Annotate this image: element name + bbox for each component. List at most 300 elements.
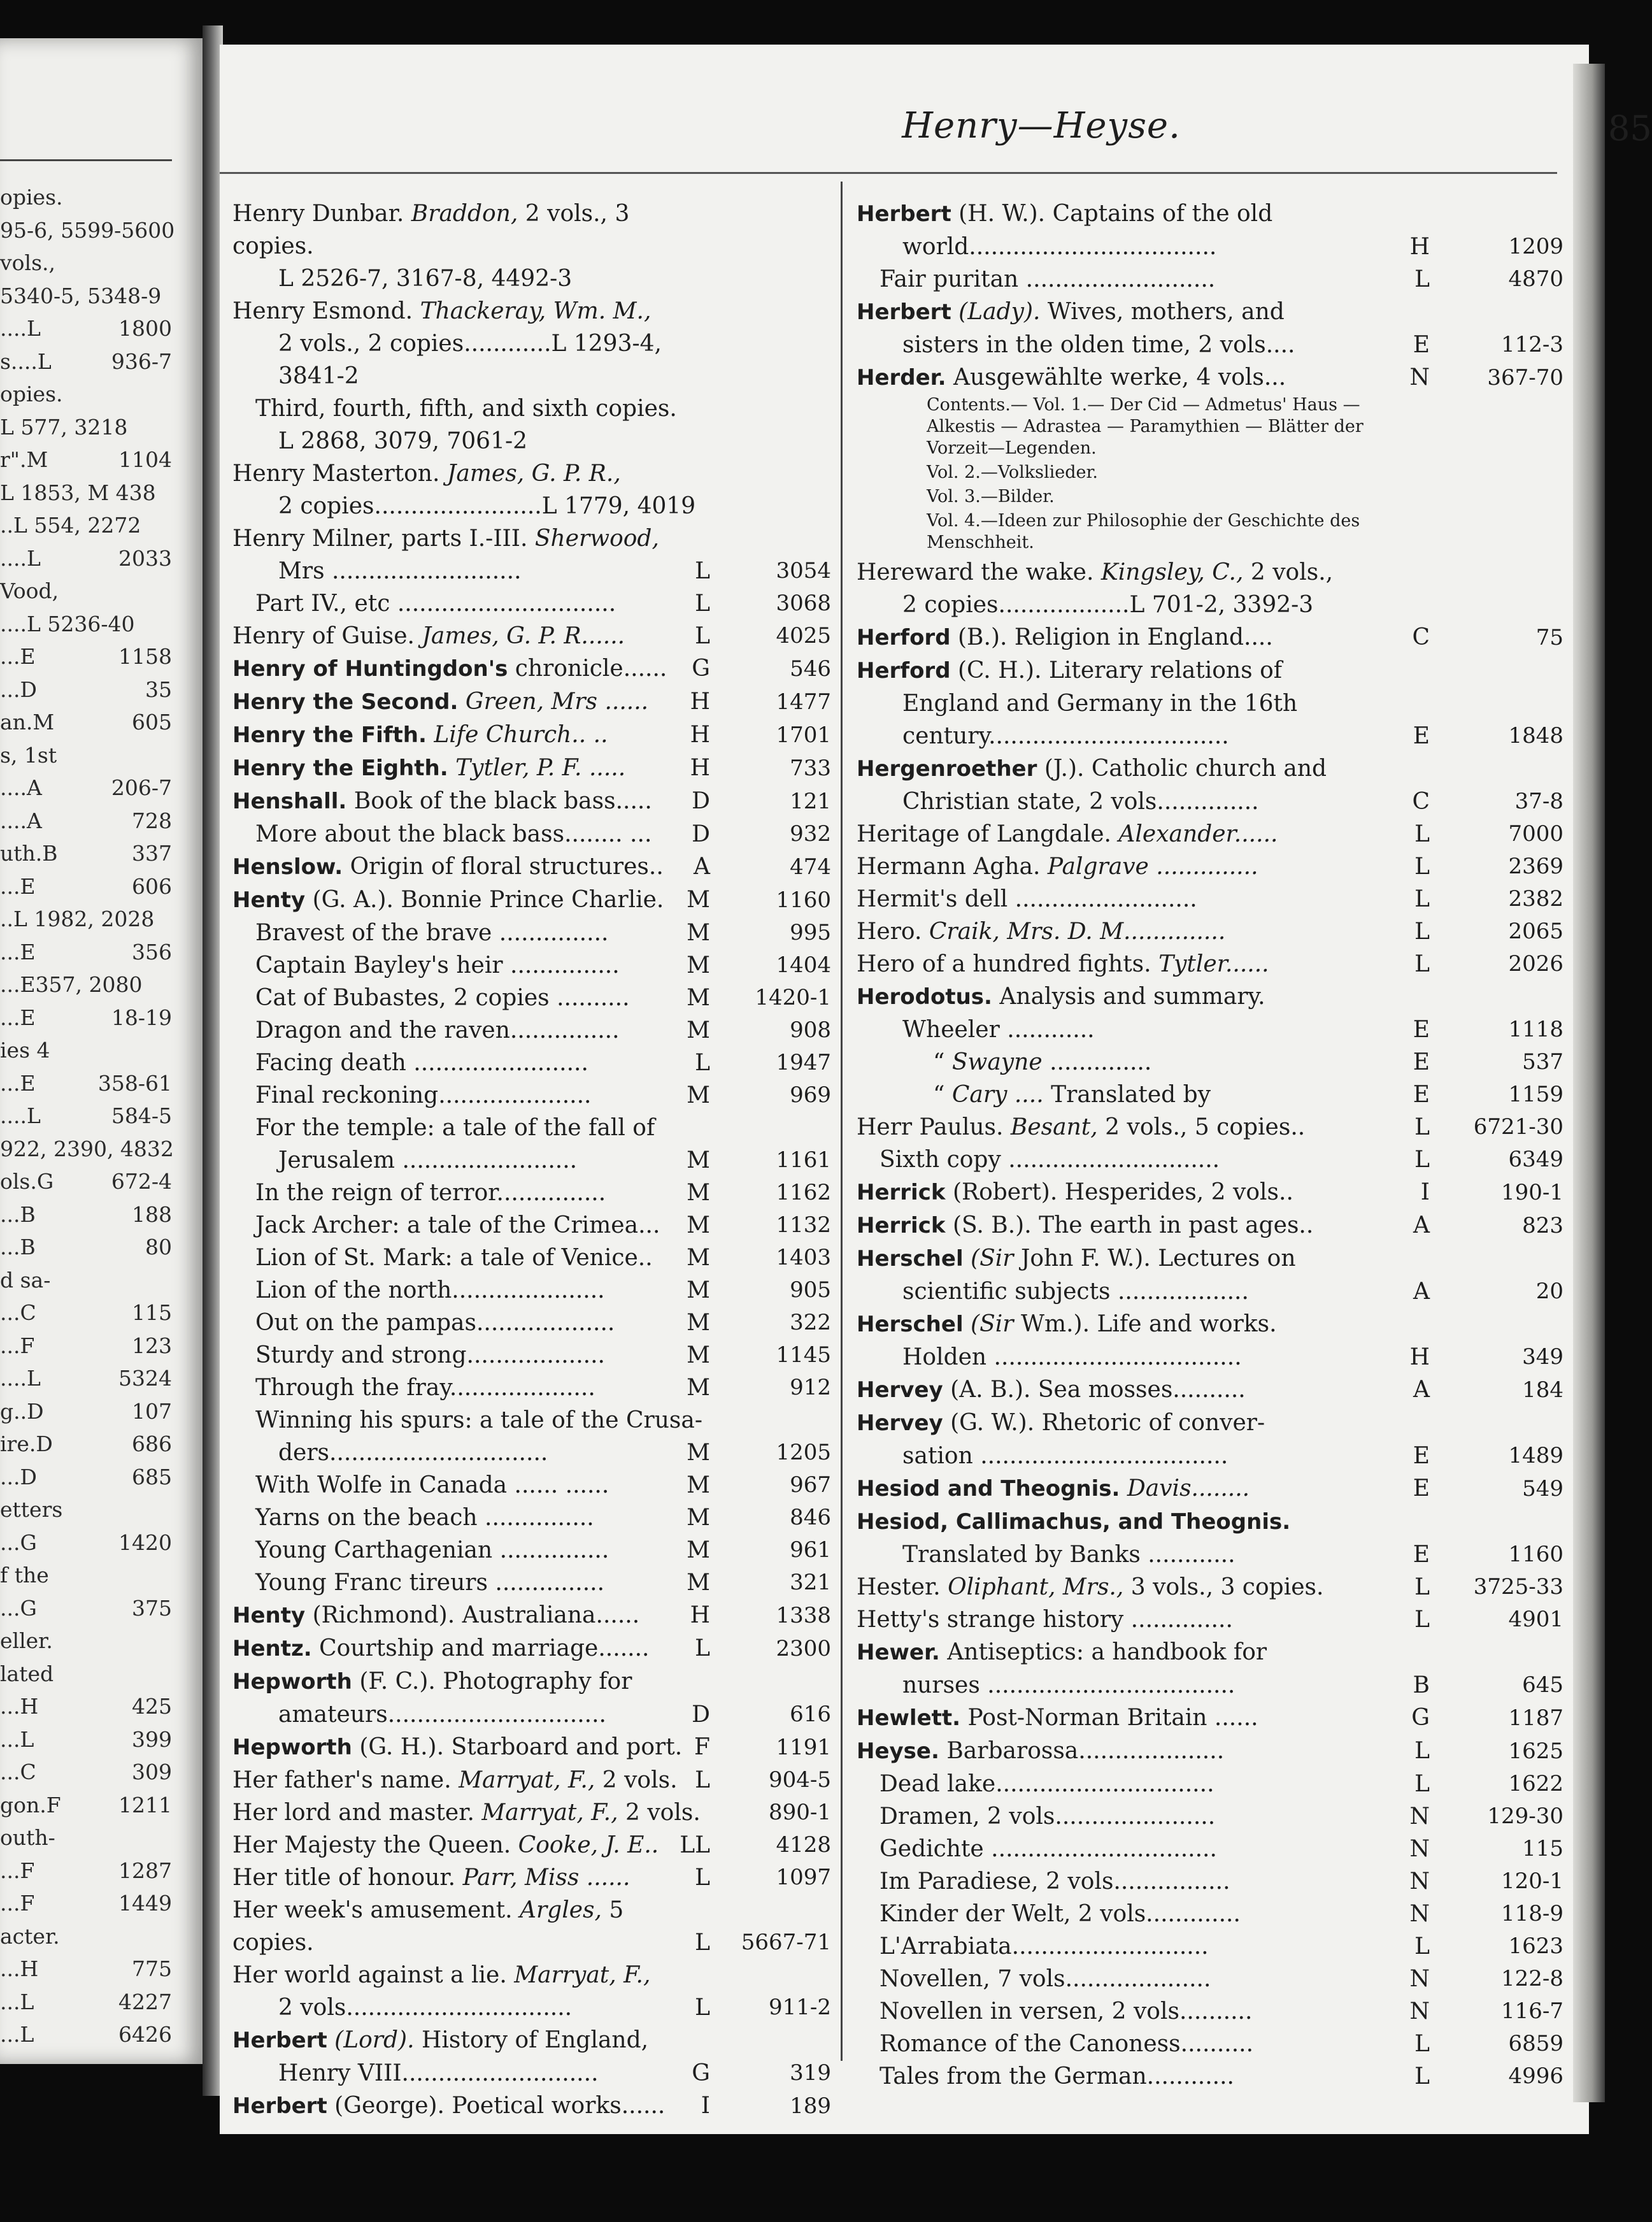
entry-author: Davis........: [1127, 1475, 1250, 1502]
entry-class-letter: M: [687, 1342, 710, 1368]
entry-title: [857, 1995, 1430, 2028]
entry-title: [857, 654, 1430, 687]
entry-detail: John F. W.). Lectures on: [1020, 1245, 1296, 1272]
entry-class-letter: C: [1412, 789, 1430, 815]
entry-class-letter: L: [1414, 1147, 1430, 1173]
entry-shelf-number: 2065: [1508, 919, 1563, 944]
entry-title: [232, 949, 710, 982]
entry-title: [232, 1665, 710, 1698]
entry-class-letter: M: [687, 1537, 710, 1563]
entry-title: [232, 1177, 710, 1209]
entry-shelf-number: 1160: [1508, 1542, 1563, 1567]
entry-continuation-text: 2 vols., 2 copies............L 1293-4, 3841-2: [278, 331, 662, 389]
entry-shelf-number: 319: [790, 2060, 831, 2086]
facing-line-number: 358-61: [97, 1070, 172, 1096]
facing-line-number: 375: [132, 1595, 172, 1621]
catalogue-entry: [232, 1014, 831, 1047]
entry-detail: (G. W.). Rhetoric of conver-: [950, 1410, 1265, 1436]
entry-continuation-text: scientific subjects ..................: [902, 1279, 1249, 1305]
entry-title: [857, 1242, 1430, 1275]
entry-heading: Hermann Agha.: [857, 854, 1041, 880]
entry-shelf-number: 537: [1522, 1049, 1563, 1075]
entry-title: [232, 719, 710, 752]
facing-line-text: ...L: [0, 1726, 34, 1752]
entry-class-letter: L: [1414, 951, 1430, 977]
entry-title: [232, 392, 710, 425]
entry-class-letter: L: [1414, 266, 1430, 292]
facing-line-text: g..D: [0, 1398, 44, 1424]
entry-class-letter: H: [690, 722, 710, 748]
entry-class-letter: M: [687, 1017, 710, 1043]
entry-shelf-number: 645: [1522, 1672, 1563, 1698]
facing-line-text: Vood,: [0, 578, 59, 603]
facing-line-text: acter.: [0, 1923, 60, 1949]
facing-line-number: 4227: [118, 1989, 172, 2014]
entry-continuation: [857, 1440, 1430, 1472]
entry-title: [857, 2060, 1430, 2093]
entry-class-letter: M: [687, 1505, 710, 1531]
entry-detail: chronicle......: [515, 656, 667, 682]
catalogue-entry: [857, 1865, 1563, 1898]
entry-continuation-text: Jerusalem ........................: [278, 1147, 578, 1173]
entry-heading: Henry Esmond.: [232, 298, 413, 324]
facing-line-number: 188: [132, 1201, 172, 1227]
running-title: Henry—Heyse.: [902, 105, 1181, 147]
entry-heading: Hetty's strange history ..............: [857, 1607, 1233, 1633]
entry-heading: Young Carthagenian ...............: [255, 1537, 609, 1563]
catalogue-entry: [857, 556, 1563, 621]
catalogue-entry: [857, 263, 1563, 296]
entry-continuation-text: Christian state, 2 vols..............: [902, 789, 1259, 815]
entry-class-letter: L: [1414, 854, 1430, 880]
entry-detail: Origin of floral structures..: [350, 854, 664, 880]
facing-line-text: ....A: [0, 808, 42, 833]
entry-class-letter: E: [1413, 1049, 1430, 1075]
entry-title: [232, 884, 710, 917]
facing-line-number: 775: [132, 1956, 172, 1981]
catalogue-entry: [857, 1505, 1563, 1571]
entry-continuation-text: ders..............................: [278, 1440, 548, 1466]
entry-heading: Romance of the Canoness..........: [879, 2031, 1254, 2057]
entry-shelf-number: 1489: [1508, 1443, 1563, 1468]
entry-title: [232, 1502, 710, 1534]
catalogue-entry: [857, 1209, 1563, 1242]
facing-line-number: 728: [132, 808, 172, 833]
facing-line-number: 6426: [118, 2022, 172, 2047]
facing-line-number: 1420: [118, 1530, 172, 1555]
entry-title: [857, 1735, 1430, 1768]
entry-author: Besant,: [1010, 1114, 1098, 1140]
entry-author: Parr, Miss ......: [462, 1865, 630, 1891]
entry-class-letter: L: [1414, 1574, 1430, 1600]
entry-class-letter: G: [692, 2060, 710, 2086]
facing-line-number: 123: [132, 1333, 172, 1358]
entry-continuation: [857, 785, 1430, 818]
entry-shelf-number: 1187: [1508, 1705, 1563, 1731]
facing-line-number: 18-19: [111, 1005, 172, 1030]
entry-shelf-number: 5667-71: [741, 1930, 831, 1955]
entry-class-letter: M: [687, 1082, 710, 1108]
entry-shelf-number: 911-2: [768, 1995, 831, 2020]
facing-line-text: d sa-: [0, 1267, 51, 1293]
entry-title: [857, 621, 1430, 654]
entry-detail: Translated by: [1051, 1082, 1211, 1108]
entry-continuation: [232, 1991, 710, 2024]
entry-shelf-number: 4870: [1508, 266, 1563, 292]
catalogue-entry: [232, 1632, 831, 1665]
entry-author: Green, Mrs ......: [465, 689, 649, 715]
facing-line-text: 5340-5, 5348-9: [0, 283, 162, 308]
entry-shelf-number: 3054: [776, 558, 831, 584]
entry-detail: 5 copies.: [232, 1897, 624, 1956]
entry-shelf-number: 2026: [1508, 951, 1563, 977]
entry-title: [232, 1731, 710, 1764]
entry-title: [857, 818, 1430, 850]
facing-line-text: lated: [0, 1661, 54, 1686]
entry-title: [857, 1472, 1430, 1505]
catalogue-entry: [232, 1599, 831, 1632]
facing-line-text: ...H: [0, 1694, 39, 1719]
entry-continuation: [857, 1275, 1430, 1308]
entry-continuation: [232, 1437, 710, 1469]
catalogue-entry: [232, 1731, 831, 1764]
entry-shelf-number: 349: [1522, 1344, 1563, 1370]
entry-shelf-number: 1420-1: [755, 985, 831, 1010]
entry-author: Craik, Mrs. D. M..............: [929, 919, 1226, 945]
entry-shelf-number: 1161: [776, 1147, 831, 1173]
catalogue-entry: [232, 522, 831, 587]
entry-shelf-number: 321: [790, 1570, 831, 1595]
entry-heading: L'Arrabiata...........................: [879, 1933, 1209, 1960]
facing-line-number: 1449: [118, 1891, 172, 1916]
entry-title: [857, 915, 1430, 948]
entry-class-letter: M: [687, 1375, 710, 1401]
entry-class-letter: M: [687, 1212, 710, 1238]
catalogue-entry: [857, 1603, 1563, 1636]
catalogue-entry: [857, 1111, 1563, 1143]
catalogue-entry: [232, 587, 831, 620]
entry-continuation: [232, 327, 710, 392]
facing-line-text: ....L: [0, 1103, 41, 1128]
entry-class-letter: M: [687, 920, 710, 946]
facing-line-number: 337: [132, 841, 172, 866]
entry-heading: Herschel: [857, 1312, 964, 1337]
entry-class-letter: L: [695, 1865, 710, 1891]
entry-continuation: [232, 2057, 710, 2089]
entry-title: [857, 1800, 1430, 1833]
facing-line-number: 80: [145, 1235, 172, 1259]
entry-title: [232, 1469, 710, 1502]
entry-heading: Winning his spurs: a tale of the Crusa-: [255, 1407, 702, 1433]
catalogue-entry: [232, 1209, 831, 1242]
entry-class-letter: E: [1413, 1443, 1430, 1469]
facing-line-text: ...C: [0, 1760, 36, 1784]
entry-heading: Gedichte ...............................: [879, 1836, 1217, 1862]
entry-title: [232, 1534, 710, 1566]
entry-detail: Antiseptics: a handbook for: [947, 1639, 1267, 1665]
entry-title: [232, 1242, 710, 1274]
entry-shelf-number: 6721-30: [1473, 1114, 1563, 1140]
entry-class-letter: E: [1413, 1017, 1430, 1043]
entry-class-letter: D: [692, 821, 710, 847]
catalogue-entry: [857, 1176, 1563, 1209]
catalogue-entry: [857, 1407, 1563, 1472]
entry-shelf-number: 733: [790, 756, 831, 781]
entry-heading: Herrick: [857, 1213, 946, 1238]
facing-line-text: vols.,: [0, 250, 55, 275]
entry-author: Tytler, P. F. .....: [455, 755, 626, 781]
entry-class-letter: L: [1414, 2031, 1430, 2057]
catalogue-entry: [232, 1307, 831, 1339]
entry-heading: Dead lake..............................: [879, 1771, 1214, 1797]
entry-shelf-number: 846: [790, 1505, 831, 1530]
entry-author: James, G. P. R.,: [446, 461, 621, 487]
facing-line-text: ...E357, 2080: [0, 972, 143, 997]
entry-shelf-number: 118-9: [1500, 1901, 1563, 1926]
catalogue-entry: [857, 1373, 1563, 1407]
entry-author: (Lady).: [958, 299, 1041, 325]
facing-line-number: 606: [132, 873, 172, 899]
facing-line-number: 1104: [118, 447, 172, 472]
entry-heading: Henry of Huntingdon's: [232, 656, 508, 682]
entry-heading: Heyse.: [857, 1738, 939, 1764]
entry-heading: Herbert: [857, 299, 951, 325]
catalogue-page: [220, 45, 1652, 2134]
entry-continuation-text: 2 copies.......................L 1779, 4019: [278, 493, 696, 519]
entry-title: [857, 1079, 1430, 1111]
facing-line-text: outh-: [0, 1825, 55, 1850]
facing-line-text: ...B: [0, 1201, 36, 1227]
entry-shelf-number: 322: [790, 1310, 831, 1335]
contents-line: Vol. 2.—Volkslieder.: [927, 462, 1098, 482]
entry-heading: Herbert: [232, 2028, 327, 2053]
facing-line-text: ...G: [0, 1595, 37, 1621]
entry-continuation-text: 2 copies..................L 701-2, 3392-3: [902, 592, 1314, 618]
entry-title: [857, 1963, 1430, 1995]
facing-line-number: 1158: [118, 644, 172, 669]
entry-class-letter: E: [1413, 1475, 1430, 1502]
entry-author: Swayne: [951, 1049, 1043, 1075]
facing-line-text: ..L 554, 2272: [0, 513, 141, 538]
catalogue-entry: [857, 1242, 1563, 1308]
entry-class-letter: H: [1409, 234, 1430, 260]
facing-line-text: opies.: [0, 185, 63, 210]
entry-title: [232, 2024, 710, 2057]
entry-author: Oliphant, Mrs.,: [948, 1574, 1124, 1600]
page-number: 85: [1608, 108, 1652, 148]
catalogue-entry: [857, 915, 1563, 948]
entry-detail: Post-Norman Britain ......: [967, 1705, 1258, 1731]
catalogue-entry: [857, 2060, 1563, 2093]
facing-line-number: 425: [132, 1694, 172, 1719]
entry-detail: (A. B.). Sea mosses..........: [950, 1377, 1246, 1403]
catalogue-entry: [232, 2089, 831, 2123]
entry-shelf-number: 1162: [776, 1180, 831, 1205]
entry-author: Marryat, F.,: [459, 1767, 595, 1793]
entry-title: [232, 1339, 710, 1372]
entry-shelf-number: 3068: [776, 591, 831, 616]
contents-line: Vol. 4.—Ideen zur Philosophie der Geschichte des Menschheit.: [927, 511, 1360, 552]
entry-class-letter: M: [687, 1147, 710, 1173]
entry-author: Sherwood,: [534, 526, 659, 552]
entry-heading: “: [933, 1082, 945, 1108]
facing-line-number: 685: [132, 1464, 172, 1489]
entry-shelf-number: 1947: [776, 1050, 831, 1075]
entry-class-letter: H: [690, 689, 710, 715]
entry-heading: Third, fourth, fifth, and sixth copies.: [255, 396, 677, 422]
entry-heading: Through the fray....................: [255, 1375, 595, 1401]
catalogue-entry: [857, 296, 1563, 361]
entry-author: (Sir: [971, 1311, 1014, 1337]
catalogue-entry: [232, 1372, 831, 1404]
entry-heading: Dramen, 2 vols......................: [879, 1803, 1216, 1830]
entry-heading: Henshall.: [232, 789, 347, 814]
facing-line-number: 672-4: [111, 1169, 172, 1194]
entry-title: [857, 752, 1430, 785]
entry-shelf-number: 37-8: [1514, 789, 1563, 814]
entry-shelf-number: 112-3: [1500, 332, 1563, 357]
entry-shelf-number: 912: [790, 1375, 831, 1400]
entry-class-letter: L: [680, 1832, 695, 1858]
entry-heading: Henry the Second.: [232, 689, 459, 715]
entry-heading: Dragon and the raven...............: [255, 1017, 620, 1043]
entry-shelf-number: 129-30: [1487, 1803, 1563, 1829]
facing-line-text: ...E: [0, 1005, 36, 1030]
entry-shelf-number: 905: [790, 1277, 831, 1303]
entry-class-letter: E: [1413, 723, 1430, 749]
catalogue-entry: [232, 1861, 831, 1894]
entry-title: [857, 1505, 1430, 1538]
entry-title: [232, 1404, 710, 1437]
catalogue-entry: [232, 685, 831, 719]
catalogue-entry: [857, 1143, 1563, 1176]
entry-detail: Ausgewählte werke, 4 vols...: [953, 364, 1286, 391]
catalogue-entry: [857, 621, 1563, 654]
catalogue-entry: [232, 1534, 831, 1566]
contents-line: Vol. 3.—Bilder.: [927, 487, 1055, 506]
entry-class-letter: N: [1409, 364, 1430, 391]
entry-heading: Her title of honour.: [232, 1865, 456, 1891]
entry-continuation: [232, 555, 710, 587]
entry-title: [232, 1894, 710, 1959]
entry-heading: Hewer.: [857, 1640, 940, 1665]
entry-shelf-number: 4901: [1508, 1607, 1563, 1632]
entry-shelf-number: 2382: [1508, 886, 1563, 912]
entry-heading: Facing death ........................: [255, 1050, 588, 1076]
facing-line-text: ....L: [0, 1366, 41, 1391]
entry-author: Alexander......: [1118, 821, 1278, 847]
entry-author: James, G. P. R......: [422, 623, 625, 649]
entry-shelf-number: 6349: [1508, 1147, 1563, 1172]
entry-heading: Young Franc tireurs ...............: [255, 1570, 605, 1596]
entry-continuation-text: sation ..................................: [902, 1443, 1228, 1469]
entry-class-letter: C: [1412, 624, 1430, 650]
entry-heading: Sixth copy .............................: [879, 1147, 1220, 1173]
entry-shelf-number: 969: [790, 1082, 831, 1108]
entry-heading: Captain Bayley's heir ...............: [255, 952, 620, 978]
entry-heading: Hermit's dell .........................: [857, 886, 1197, 912]
catalogue-entry: [232, 884, 831, 917]
entry-class-letter: G: [692, 656, 710, 682]
entry-heading: Hesiod and Theognis.: [857, 1476, 1120, 1502]
entry-shelf-number: 115: [1522, 1836, 1563, 1861]
entry-title: [232, 1209, 710, 1242]
entry-heading: Her Majesty the Queen.: [232, 1832, 511, 1858]
catalogue-entry: [232, 392, 831, 457]
entry-author: Argles,: [519, 1897, 602, 1923]
entry-title: [232, 197, 710, 262]
entry-title: [232, 295, 710, 327]
catalogue-entry: [857, 1472, 1563, 1505]
entry-title: [857, 1176, 1430, 1209]
facing-line-text: ...D: [0, 677, 37, 702]
facing-line-text: ....L 5236-40: [0, 611, 135, 636]
facing-line-text: L 1853, M 438: [0, 480, 156, 505]
entry-title: [857, 1702, 1430, 1735]
catalogue-entry: [232, 818, 831, 850]
entry-detail: Wm.). Life and works.: [1020, 1311, 1277, 1337]
entry-shelf-number: 1160: [776, 887, 831, 913]
entry-title: [232, 850, 710, 884]
entry-class-letter: M: [687, 1277, 710, 1303]
catalogue-entry: [857, 1800, 1563, 1833]
facing-line-number: 2033: [118, 545, 172, 571]
entry-continuation-text: sisters in the olden time, 2 vols....: [902, 332, 1295, 358]
entry-class-letter: H: [690, 1602, 710, 1628]
entry-detail: Book of the black bass.....: [353, 788, 652, 814]
entry-title: [857, 1636, 1430, 1669]
entry-title: [857, 850, 1430, 883]
facing-line-text: ...H: [0, 1956, 39, 1981]
entry-shelf-number: 4996: [1508, 2063, 1563, 2089]
catalogue-entry: [857, 1735, 1563, 1768]
entry-title: [857, 1865, 1430, 1898]
entry-title: [232, 1307, 710, 1339]
catalogue-entry: [232, 1469, 831, 1502]
entry-title: [232, 620, 710, 652]
facing-line-number: 1800: [118, 316, 172, 341]
entry-author: Palgrave ..............: [1047, 854, 1258, 880]
entry-title: [857, 361, 1430, 394]
entry-title: [232, 1079, 710, 1112]
entry-continuation: [857, 329, 1430, 361]
entry-title: [232, 1014, 710, 1047]
entry-continuation-text: Mrs ..........................: [278, 558, 522, 584]
catalogue-entry: [857, 1308, 1563, 1373]
entry-author: Thackeray, Wm. M.,: [420, 298, 652, 324]
entry-shelf-number: 1132: [776, 1212, 831, 1238]
entry-continuation-text: Wheeler ............: [902, 1017, 1095, 1043]
left-column: [232, 197, 831, 2123]
entry-continuation-text: L 2868, 3079, 7061-2: [278, 428, 528, 454]
entry-class-letter: M: [687, 1472, 710, 1498]
entry-shelf-number: 474: [790, 854, 831, 880]
entry-class-letter: L: [695, 591, 710, 617]
entry-title: [857, 980, 1430, 1014]
catalogue-entry: [232, 457, 831, 522]
entry-heading: Herschel: [857, 1246, 964, 1272]
entry-heading: Henty: [232, 1603, 306, 1628]
entry-shelf-number: 2300: [776, 1636, 831, 1661]
entry-continuation: [857, 687, 1430, 752]
entry-title: [857, 1046, 1430, 1079]
entry-class-letter: M: [687, 1310, 710, 1336]
entry-author: Marryat, F.,: [481, 1800, 618, 1826]
catalogue-entry: [232, 1274, 831, 1307]
entry-heading: Hervey: [857, 1377, 943, 1403]
entry-title: [857, 197, 1430, 231]
entry-continuation: [857, 1014, 1430, 1046]
